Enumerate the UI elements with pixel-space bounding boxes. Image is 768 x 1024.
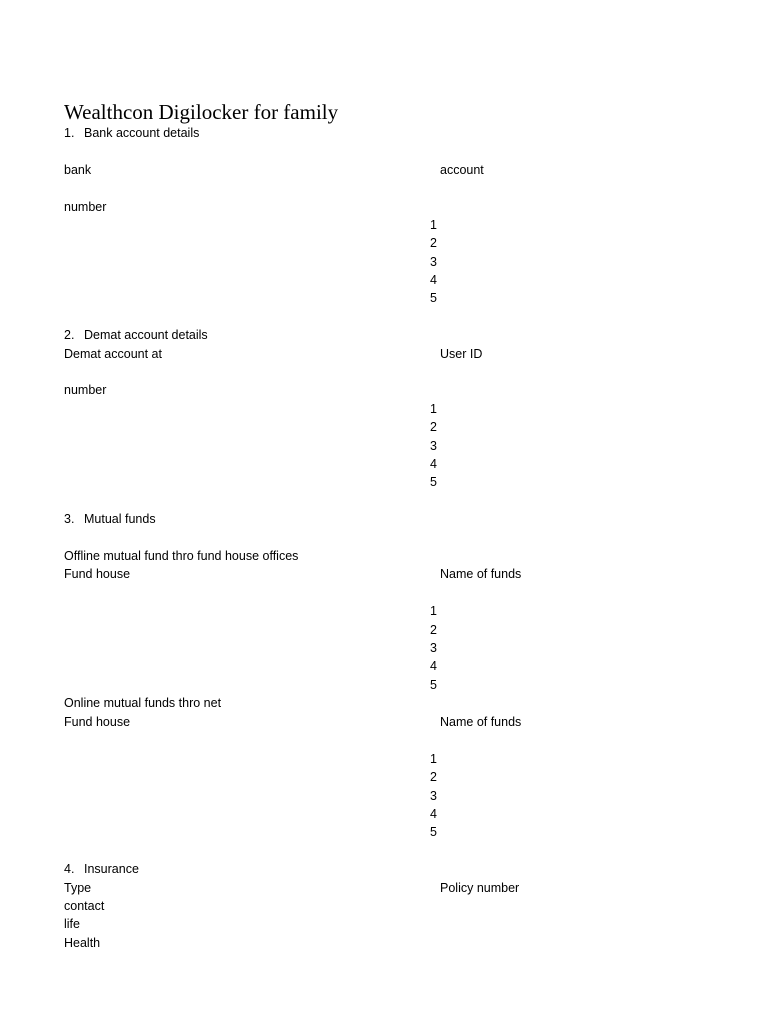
- subsection-label-offline: Offline mutual fund thro fund house offices: [64, 549, 299, 563]
- row-number: 2: [430, 623, 437, 637]
- row-number: 1: [430, 604, 437, 618]
- section-number: 1.: [64, 126, 75, 140]
- column-label-policy-number: Policy number: [440, 881, 520, 895]
- row-number: 5: [430, 678, 437, 692]
- column-label-account: account: [440, 163, 484, 177]
- section-number: 4.: [64, 862, 75, 876]
- section-number: 2.: [64, 328, 75, 342]
- row-number: 2: [430, 236, 437, 250]
- section-number: 3.: [64, 512, 75, 526]
- row-number: 2: [430, 420, 437, 434]
- row-number: 5: [430, 291, 437, 305]
- row-number: 3: [430, 789, 437, 803]
- section-heading-demat: [64, 327, 208, 343]
- row-number: 5: [430, 475, 437, 489]
- row-number: 1: [430, 752, 437, 766]
- row-number: 2: [430, 770, 437, 784]
- column-label-demat-account-at: Demat account at: [64, 347, 162, 361]
- row-number: 4: [430, 273, 437, 287]
- insurance-type-item: life: [64, 917, 80, 931]
- column-label-type: Type: [64, 881, 92, 895]
- row-number: 1: [430, 218, 437, 232]
- column-label-name-of-funds: Name of funds: [440, 567, 522, 581]
- section-title: Mutual funds: [84, 512, 156, 526]
- section-heading-insurance: [64, 861, 139, 877]
- column-label-fund-house: Fund house: [64, 715, 131, 729]
- row-number: 4: [430, 807, 437, 821]
- column-label-name-of-funds: Name of funds: [440, 715, 522, 729]
- document-title: Wealthcon Digilocker for family: [64, 100, 339, 124]
- column-label-number: number: [64, 200, 107, 214]
- row-number: 4: [430, 659, 437, 673]
- row-number: 1: [430, 402, 437, 416]
- row-number: 4: [430, 457, 437, 471]
- section-title: Insurance: [84, 862, 139, 876]
- section-heading-mutual-funds: [64, 511, 156, 527]
- section-title: Demat account details: [84, 328, 208, 342]
- row-number: 5: [430, 825, 437, 839]
- section-heading-bank: [64, 125, 199, 141]
- row-number: 3: [430, 439, 437, 453]
- subsection-label-online: Online mutual funds thro net: [64, 696, 222, 710]
- insurance-type-item: contact: [64, 899, 105, 913]
- column-label-bank: bank: [64, 163, 92, 177]
- row-number: 3: [430, 255, 437, 269]
- column-label-number: number: [64, 383, 107, 397]
- insurance-type-item: Health: [64, 936, 101, 950]
- column-label-fund-house: Fund house: [64, 567, 131, 581]
- row-number: 3: [430, 641, 437, 655]
- column-label-user-id: User ID: [440, 347, 483, 361]
- section-title: Bank account details: [84, 126, 200, 140]
